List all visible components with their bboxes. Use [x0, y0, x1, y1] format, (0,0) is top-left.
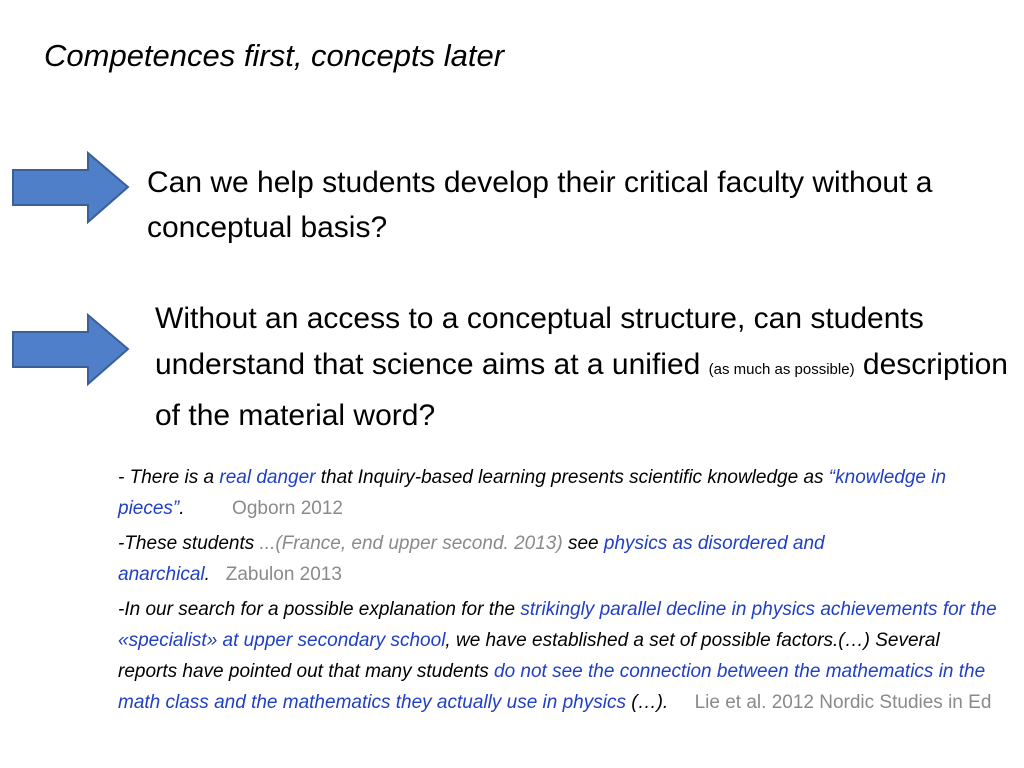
note-2-text: -These students	[118, 533, 260, 554]
note-1-reference: Ogborn 2012	[232, 498, 343, 519]
note-3-reference: Lie et al. 2012 Nordic Studies in Ed	[694, 692, 992, 713]
note-3	[118, 594, 998, 718]
question-2-text-end: description of the material word?	[155, 348, 1008, 432]
note-2-reference: Zabulon 2013	[225, 564, 342, 585]
note-2-text: see	[562, 533, 604, 554]
notes-block	[118, 462, 998, 722]
question-2	[155, 296, 1015, 439]
question-2-text: Without an access to a conceptual structure, can students understand that science aims at a unified	[155, 302, 924, 381]
note-1-highlight: real danger	[219, 467, 316, 488]
note-1	[118, 462, 998, 524]
right-arrow-icon	[10, 312, 132, 387]
note-3-text: -In our search for a possible explanation for the	[118, 599, 521, 620]
question-1: Can we help students develop their critical faculty without a conceptual basis?	[147, 166, 933, 244]
note-3-text: (…).	[625, 692, 669, 713]
note-1-text: that Inquiry-based learning presents scientific knowledge as	[315, 467, 829, 488]
note-1-highlight: “knowledge in pieces”	[118, 467, 947, 519]
right-arrow-icon	[10, 150, 132, 225]
note-3-highlight: do not see the connection between the mathematics in the math class and the mathematics they actually use in physics	[118, 661, 986, 713]
note-2	[118, 528, 998, 590]
note-3-text: , we have established a set of possible factors.(…) Several reports have pointed out that many students	[118, 630, 940, 682]
note-3-highlight: strikingly parallel decline in physics achievements for the «specialist» at upper secondary school	[118, 599, 997, 651]
note-1-text: .	[179, 498, 185, 519]
note-2-highlight: physics as disordered and anarchical	[118, 533, 825, 585]
slide-title: Competences first, concepts later	[44, 38, 505, 73]
note-2-text: .	[204, 564, 210, 585]
question-2-aside: (as much as possible)	[708, 361, 855, 378]
note-2-aside: ...(France, end upper second. 2013)	[259, 533, 563, 554]
note-1-text: - There is a	[118, 467, 220, 488]
